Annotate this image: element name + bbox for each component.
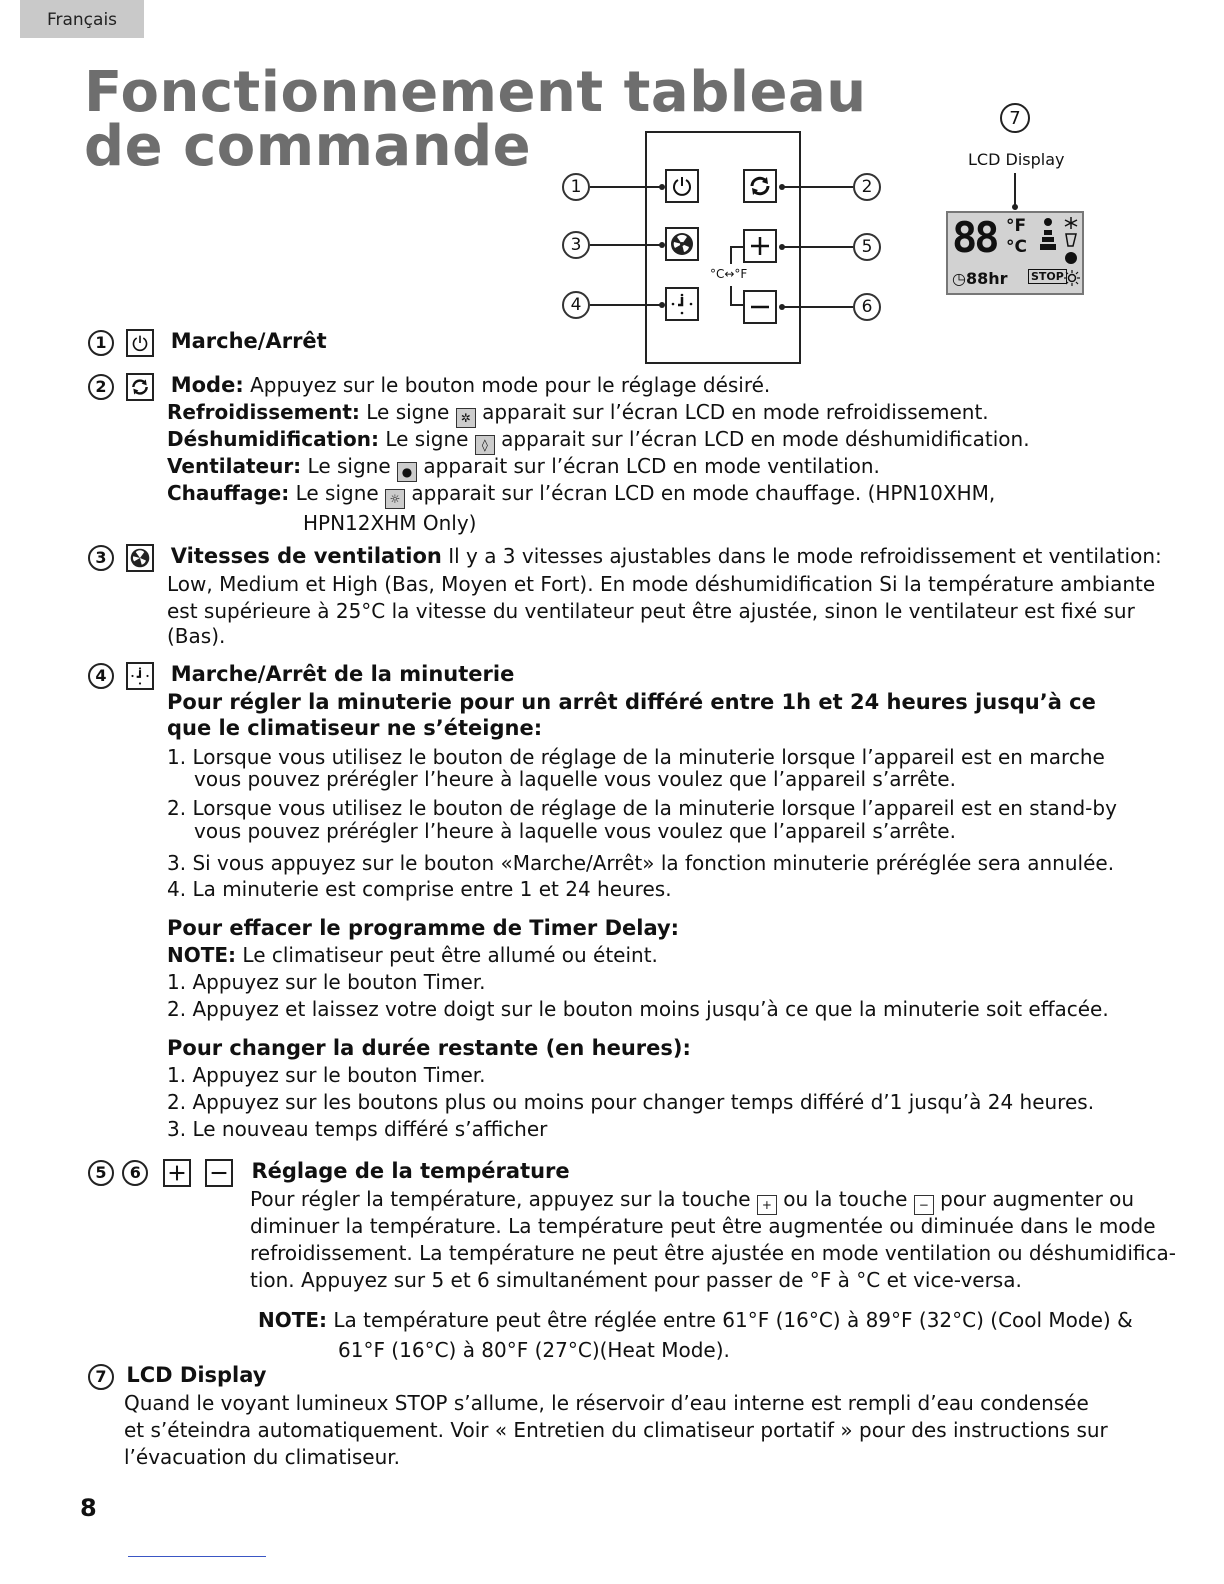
fan-speed-line3: est supérieure à 25°C la vitesse du ventilateur peut être ajustée, sinon le ventilateur est fixé sur [167,599,1135,623]
leader-line-3 [590,244,662,246]
temperature-line1b: ou la touche [783,1187,908,1211]
temperature-line3: refroidissement. La température ne peut être ajustée en mode ventilation ou déshumidifica- [250,1241,1176,1265]
lcd-line3: l’évacuation du climatiseur. [124,1445,401,1469]
lcd-unit-c: °C [1006,237,1027,257]
fan-icon [669,231,695,257]
minus-key-icon: − [914,1195,934,1215]
plus-icon [163,1159,191,1187]
mode-cool-title: Refroidissement: [167,400,360,424]
clear-item-1: 1. Appuyez sur le bouton Timer. [167,970,486,994]
lcd-timer-value: 88hr [965,269,1008,288]
minus-button[interactable] [743,290,777,324]
section-temperature [88,1158,570,1187]
section-number-1: 1 [88,330,114,356]
callout-4: 4 [562,291,590,319]
cool-snowflake-icon: ✲ [456,408,476,428]
plus-icon [749,235,771,257]
section-title-timer: Marche/Arrêt de la minuterie [170,662,515,686]
plus-button[interactable] [743,229,777,263]
change-item-1: 1. Appuyez sur le bouton Timer. [167,1063,486,1087]
timer-icon [126,662,154,690]
change-item-3: 3. Le nouveau temps différé s’afficher [167,1117,548,1141]
timer-subheading-1b: que le climatiseur ne s’éteigne: [167,716,543,740]
lcd-timer: ◷88hr [952,269,1008,288]
fan-icon [126,544,154,572]
fan-speed-line1: Il y a 3 vitesses ajustables dans le mode refroidissement et ventilation: [448,544,1162,568]
fan-speed-button[interactable] [665,227,699,261]
timer-button[interactable] [665,287,699,321]
lcd-leader-line [1014,173,1016,207]
plus-key-icon: + [757,1195,777,1215]
lcd-display [946,211,1084,295]
minus-icon [205,1159,233,1187]
temperature-line1a: Pour régler la température, appuyez sur la touche [250,1187,751,1211]
leader-line-6 [783,306,853,308]
lcd-digits: 88 [952,213,997,262]
toggle-bracket-left [730,246,732,264]
heat-sun-icon: ☼ [385,489,405,509]
mode-heat-line [167,480,995,509]
mode-fan-prefix: Le signe [307,454,391,478]
fan-speed-line4: (Bas). [167,624,226,648]
toggle-bracket-bottom [730,304,743,306]
power-button[interactable] [665,169,699,203]
mode-heat-prefix: Le signe [295,481,379,505]
page-title-line2: de commande [84,114,532,179]
callout-2: 2 [853,173,881,201]
callout-3: 3 [562,231,590,259]
heat-sun-icon [1064,270,1080,286]
dry-droplet-icon: ◊ [475,435,495,455]
temperature-line2: diminuer la température. La température peut être augmentée ou diminuée dans le mode [250,1214,1156,1238]
mode-indicators-icon [1062,216,1080,272]
lcd-line2: et s’éteindra automatiquement. Voir « Entretien du climatiseur portatif » pour des instructions sur [124,1418,1108,1442]
section-title-temperature: Réglage de la température [251,1159,570,1183]
section-title-lcd: LCD Display [126,1363,267,1387]
power-icon [671,175,693,197]
lcd-display-label: LCD Display [968,150,1065,169]
mode-dry-title: Déshumidification: [167,427,379,451]
timer-subheading-1a: Pour régler la minuterie pour un arrêt différé entre 1h et 24 heures jusqu’à ce [167,690,1096,714]
mode-button[interactable] [743,169,777,203]
section-number-6: 6 [122,1160,148,1186]
power-icon [126,329,154,357]
callout-6: 6 [853,293,881,321]
leader-line-2 [783,186,853,188]
mode-dry-prefix: Le signe [385,427,469,451]
mode-fan-text: apparait sur l’écran LCD en mode ventilation. [423,454,880,478]
section-number-4: 4 [88,663,114,689]
temperature-line1 [250,1186,1134,1215]
fan-speed-line2: Low, Medium et High (Bas, Moyen et Fort). En mode déshumidification Si la température ambiante [167,572,1156,596]
section-title-power: Marche/Arrêt [170,329,327,353]
timer-item-2a: 2. Lorsque vous utilisez le bouton de réglage de la minuterie lorsque l’appareil est en stand-by [167,796,1117,820]
section-number-5: 5 [88,1160,114,1186]
timer-item-3: 3. Si vous appuyez sur le bouton «Marche/Arrêt» la fonction minuterie préréglée sera annulée. [167,851,1115,875]
section-fan-speed [88,543,1162,572]
section-mode [88,372,770,401]
mode-heat-models: HPN12XHM Only) [303,511,477,535]
clear-item-2: 2. Appuyez et laissez votre doigt sur le bouton moins jusqu’à ce que la minuterie soit effacée. [167,997,1109,1021]
timer-note-label: NOTE: [167,943,237,967]
section-lcd-display [88,1362,266,1390]
leader-line-5 [783,246,853,248]
page-number: 8 [80,1494,97,1522]
temperature-note [258,1307,1133,1333]
mode-heat-title: Chauffage: [167,481,290,505]
mode-heat-text: apparait sur l’écran LCD en mode chauffage. (HPN10XHM, [411,481,996,505]
lcd-stop-indicator: STOP [1028,269,1067,284]
language-tab: Français [20,0,144,38]
mode-cycle-icon [126,373,154,401]
mode-cool-text: apparait sur l’écran LCD en mode refroidissement. [482,400,989,424]
page-title-line1: Fonctionnement tableau [84,60,867,125]
section-timer [88,661,514,690]
section-title-fan-speed: Vitesses de ventilation [170,544,442,568]
minus-icon [749,296,771,318]
callout-5: 5 [853,233,881,261]
temperature-note-line1: La température peut être réglée entre 61°F (16°C) à 89°F (32°C) (Cool Mode) & [333,1308,1133,1332]
mode-fan-line [167,453,880,482]
timer-item-1b: vous pouvez prérégler l’heure à laquelle vous voulez que l’appareil s’arrête. [194,767,956,791]
timer-subheading-2: Pour effacer le programme de Timer Delay: [167,916,680,940]
section-number-7: 7 [88,1364,114,1390]
lcd-leader-dot [1012,204,1018,210]
mode-cycle-icon [748,174,772,198]
temperature-line4: tion. Appuyez sur 5 et 6 simultanément pour passer de °F à °C et vice-versa. [250,1268,1022,1292]
unit-toggle-label: °C↔°F [710,267,748,281]
mode-cool-prefix: Le signe [366,400,450,424]
mode-description: Appuyez sur le bouton mode pour le réglage désiré. [250,373,771,397]
section-title-mode: Mode: [170,373,244,397]
temperature-note-line2: 61°F (16°C) à 80°F (27°C)(Heat Mode). [338,1338,730,1362]
leader-line-4 [590,304,662,306]
fan-mode-icon: ● [397,462,417,482]
leader-line-1 [590,186,662,188]
change-item-2: 2. Appuyez sur les boutons plus ou moins pour changer temps différé d’1 jusqu’à 24 heures. [167,1090,1095,1114]
mode-dry-line [167,426,1030,455]
mode-dry-text: apparait sur l’écran LCD en mode déshumidification. [501,427,1030,451]
timer-icon [670,292,694,316]
timer-item-2b: vous pouvez prérégler l’heure à laquelle vous voulez que l’appareil s’arrête. [194,819,956,843]
lcd-line1: Quand le voyant lumineux STOP s’allume, le réservoir d’eau interne est rempli d’eau condensée [124,1391,1089,1415]
timer-subheading-3: Pour changer la durée restante (en heures): [167,1036,691,1060]
mode-fan-title: Ventilateur: [167,454,302,478]
callout-7: 7 [1000,103,1030,133]
timer-item-4: 4. La minuterie est comprise entre 1 et 24 heures. [167,877,672,901]
callout-1: 1 [562,173,590,201]
fan-speed-bars-icon [1038,216,1058,258]
section-number-2: 2 [88,374,114,400]
footer-rule [128,1556,266,1557]
mode-cool-line [167,399,989,428]
timer-note [167,942,658,968]
temperature-note-label: NOTE: [258,1308,328,1332]
lcd-unit-f: °F [1006,216,1027,236]
toggle-bracket-left-low [730,286,732,304]
section-number-3: 3 [88,545,114,571]
timer-note-text: Le climatiseur peut être allumé ou éteint. [242,943,658,967]
temperature-line1c: pour augmenter ou [940,1187,1135,1211]
timer-item-1a: 1. Lorsque vous utilisez le bouton de réglage de la minuterie lorsque l’appareil est en marche [167,745,1105,769]
section-power [88,328,327,357]
